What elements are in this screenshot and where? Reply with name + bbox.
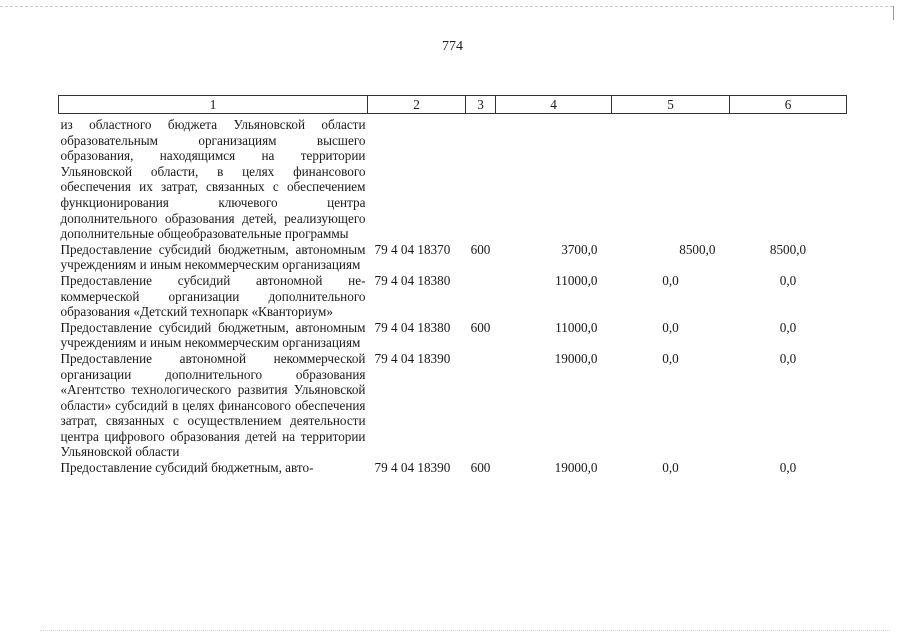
row-description: Предоставление автономной некоммерческой организации дополнительного образования «Агентство технологического развития Ульяновской области» субсидий в целях финансового обеспечения затрат, связанных с осуществлением деятельности центра цифрового образования детей на территории Ульяновской области: [60, 350, 366, 460]
column-header-3: 3: [466, 96, 496, 114]
row-amount-col4: 11000,0: [555, 319, 598, 335]
row-amount-col4: 19000,0: [554, 350, 598, 366]
table-row: [59, 273, 847, 320]
row-description: из областного бюджета Ульяновской области образовательным организациям высшего образования, находящимся на территории Ульяновской области, в целях финансового обеспечения их затрат, связанных с обеспечением функционирования ключевого центра дополнительного образования детей, реализующего дополнительные общеобразовательные программы: [60, 117, 366, 242]
row-code: 79 4 04 18380: [374, 319, 451, 335]
scan-bottom-edge: [40, 630, 890, 631]
row-code: 79 4 04 18390: [374, 460, 451, 476]
table-header-row: [59, 96, 847, 114]
row-amount-col6: 0,0: [779, 319, 797, 335]
budget-table: [58, 95, 847, 476]
row-amount-col5: 0,0: [662, 350, 679, 366]
table-row: [59, 242, 847, 273]
row-expense-type: [466, 273, 496, 320]
row-amount-col4: 11000,0: [555, 272, 598, 288]
row-code: 79 4 04 18370: [374, 241, 451, 257]
column-header-4: 4: [496, 96, 612, 114]
row-expense-type: [466, 351, 496, 460]
row-description: Предоставление субсидий бюджетным, авто-: [60, 460, 314, 476]
row-description: Предоставление субсидий бюджетным, автономным учреждениям и иным некоммерческим организациям: [60, 241, 366, 273]
row-amount-col5: 0,0: [662, 272, 679, 288]
row-expense-type: 600: [470, 319, 491, 335]
scan-top-edge: [0, 6, 893, 7]
row-amount-col6: 8500,0: [769, 241, 807, 257]
table-row: [59, 351, 847, 460]
table-row: [59, 460, 847, 476]
row-amount-col5: 8500,0: [679, 241, 716, 257]
row-code: 79 4 04 18380: [374, 272, 451, 288]
row-expense-type: 600: [470, 460, 491, 476]
row-amount-col4: [496, 114, 612, 242]
row-amount-col5: 0,0: [662, 460, 679, 476]
table-row: [59, 320, 847, 351]
row-amount-col5: 0,0: [662, 319, 679, 335]
column-header-1: 1: [59, 96, 368, 114]
column-header-5: 5: [612, 96, 730, 114]
row-amount-col4: 3700,0: [561, 241, 598, 257]
row-code: 79 4 04 18390: [374, 350, 451, 366]
row-amount-col6: [730, 114, 847, 242]
table-row: [59, 114, 847, 242]
row-expense-type: [466, 114, 496, 242]
column-header-6: 6: [730, 96, 847, 114]
row-code: [368, 114, 466, 242]
row-amount-col6: 0,0: [779, 350, 797, 366]
row-amount-col6: 0,0: [779, 272, 797, 288]
row-amount-col6: 0,0: [779, 460, 797, 476]
row-amount-col4: 19000,0: [554, 460, 598, 476]
scan-corner-mark: [893, 6, 894, 20]
row-description: Предоставление субсидий бюджетным, автономным учреждениям и иным некоммерческим организациям: [60, 319, 366, 351]
column-header-2: 2: [368, 96, 466, 114]
row-expense-type: 600: [470, 241, 491, 257]
row-amount-col5: [612, 114, 730, 242]
page-number: 774: [442, 39, 463, 54]
row-description: Предоставление субсидий автономной некоммерческой организации дополнительного образования «Детский технопарк «Кванториум»: [60, 272, 366, 320]
